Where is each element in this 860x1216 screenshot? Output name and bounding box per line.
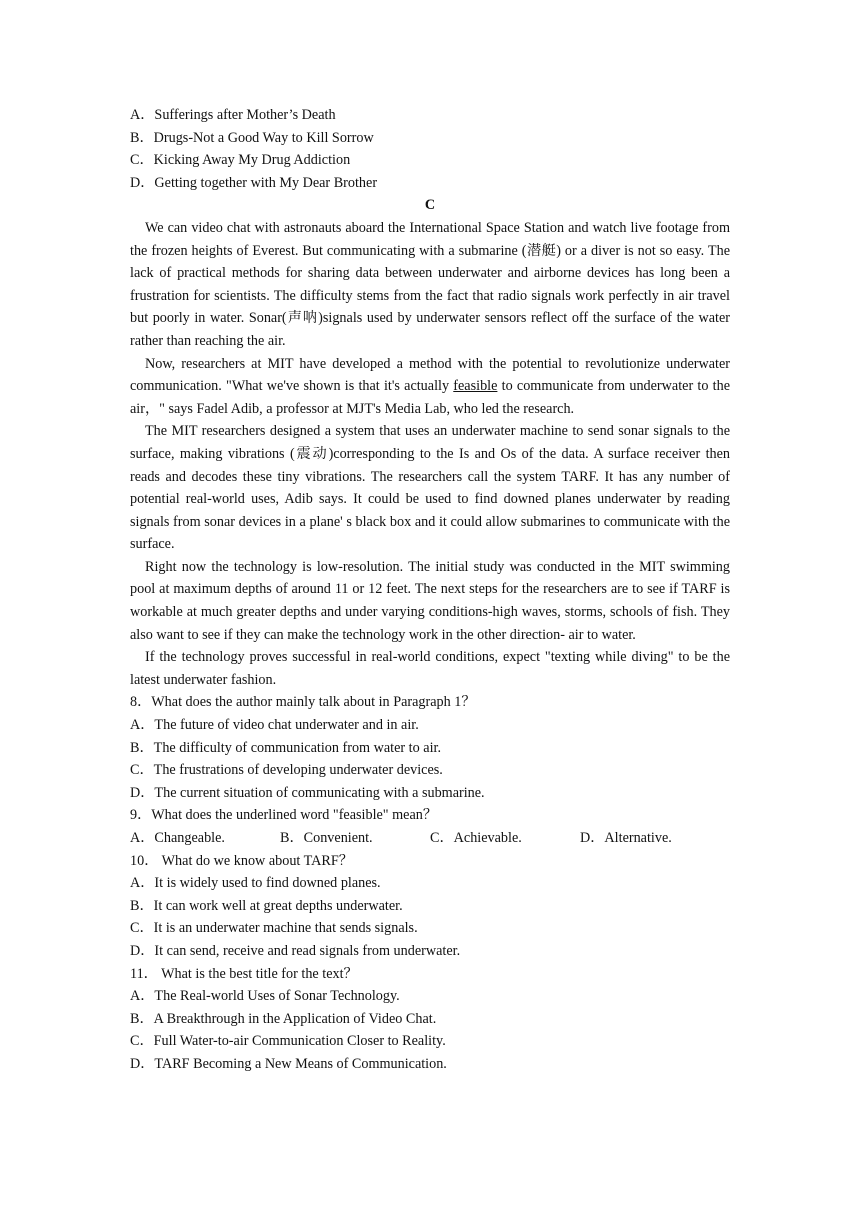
option-c: C．The frustrations of developing underwater devices. xyxy=(130,762,443,779)
option-d: D．Alternative. xyxy=(580,830,672,846)
option-a: A．The future of video chat underwater and in air. xyxy=(130,717,419,734)
option-d: D．It can send, receive and read signals from underwater. xyxy=(130,942,461,959)
option-b: B．It can work well at great depths underwater. xyxy=(130,897,403,914)
passage-paragraph-4: Right now the technology is low-resolution. The initial study was conducted in the MIT swimming pool at maximum depths of around 11 or 12 feet. The next steps for the researchers are to see if TARF is workable at much greater depths and under varying conditions-high waves, storms, schools of fish. They also want to see if they can make the technology work in the other direction- air to water. xyxy=(130,558,730,643)
p2-text-after: to communicate from underwater to the air，" says Fadel Adib, a professor at MJT's Media Lab, who led the research. xyxy=(130,378,730,417)
options-row xyxy=(130,827,730,850)
option-b: B．The difficulty of communication from water to air. xyxy=(130,739,441,756)
option-c: C．It is an underwater machine that sends signals. xyxy=(130,920,418,937)
option-c: C．Full Water-to-air Communication Closer to Reality. xyxy=(130,1033,446,1050)
option-d: D．The current situation of communicating with a submarine. xyxy=(130,784,485,801)
option-a: A．It is widely used to find downed planes. xyxy=(130,875,381,892)
question-stem: 11． What is the best title for the text？ xyxy=(130,965,358,982)
option-a: A．Sufferings after Mother’s Death xyxy=(130,107,336,123)
document-page xyxy=(130,104,730,1076)
option-b: B．A Breakthrough in the Application of Video Chat. xyxy=(130,1010,437,1027)
passage-paragraph-2 xyxy=(130,353,730,421)
passage-paragraph-5: If the technology proves successful in real-world conditions, expect "texting while diving" to be the latest underwater fashion. xyxy=(130,649,730,688)
question-stem: 8．What does the author mainly talk about in Paragraph 1？ xyxy=(130,694,476,711)
section-label: C xyxy=(424,197,436,214)
underlined-word: feasible xyxy=(453,378,498,395)
question-9 xyxy=(130,804,730,849)
option-a: A．The Real-world Uses of Sonar Technology. xyxy=(130,988,400,1005)
option-b: B．Drugs-Not a Good Way to Kill Sorrow xyxy=(130,129,374,146)
question-stem: 10． What do we know about TARF？ xyxy=(130,852,353,869)
previous-question-options xyxy=(130,104,730,194)
option-c: C．Kicking Away My Drug Addiction xyxy=(130,152,351,169)
question-11 xyxy=(130,963,730,1076)
option-d: D．Getting together with My Dear Brother xyxy=(130,174,378,191)
option-b: B．Convenient. xyxy=(280,830,373,846)
question-8 xyxy=(130,691,730,804)
reading-passage xyxy=(130,217,730,691)
question-stem: 9．What does the underlined word "feasible" mean？ xyxy=(130,807,438,824)
option-a: A．Changeable. xyxy=(130,830,225,846)
option-d: D．TARF Becoming a New Means of Communication. xyxy=(130,1055,447,1072)
passage-paragraph-1: We can video chat with astronauts aboard the International Space Station and watch live footage from the frozen heights of Everest. But communicating with a submarine (潜艇) or a diver is not so easy. The lack of practical methods for sharing data between underwater and airborne devices has long been a frustration for scientists. The difficulty stems from the fact that radio signals work perfectly in air travel but poorly in water. Sonar(声呐)signals used by underwater sensors reflect off the surface of the water rather than reaching the air. xyxy=(130,219,730,349)
p2-text-before: Now, researchers at MIT have developed a method with the potential to revolutionize underwater communication. "What we've shown is that it's actually xyxy=(130,355,730,395)
option-c: C．Achievable. xyxy=(430,830,522,846)
question-10 xyxy=(130,850,730,963)
passage-paragraph-3: The MIT researchers designed a system that uses an underwater machine to send sonar signals to the surface, making vibrations (震动)corresponding to the Is and Os of the data. A surface receiver then reads and decodes these tiny vibrations. The researchers call the system TARF. It has any number of potential real-world uses, Adib says. It could be used to find downed planes underwater by reading signals from sonar devices in a plane' s black box and it could allow submarines to communicate with the surface. xyxy=(130,423,730,553)
